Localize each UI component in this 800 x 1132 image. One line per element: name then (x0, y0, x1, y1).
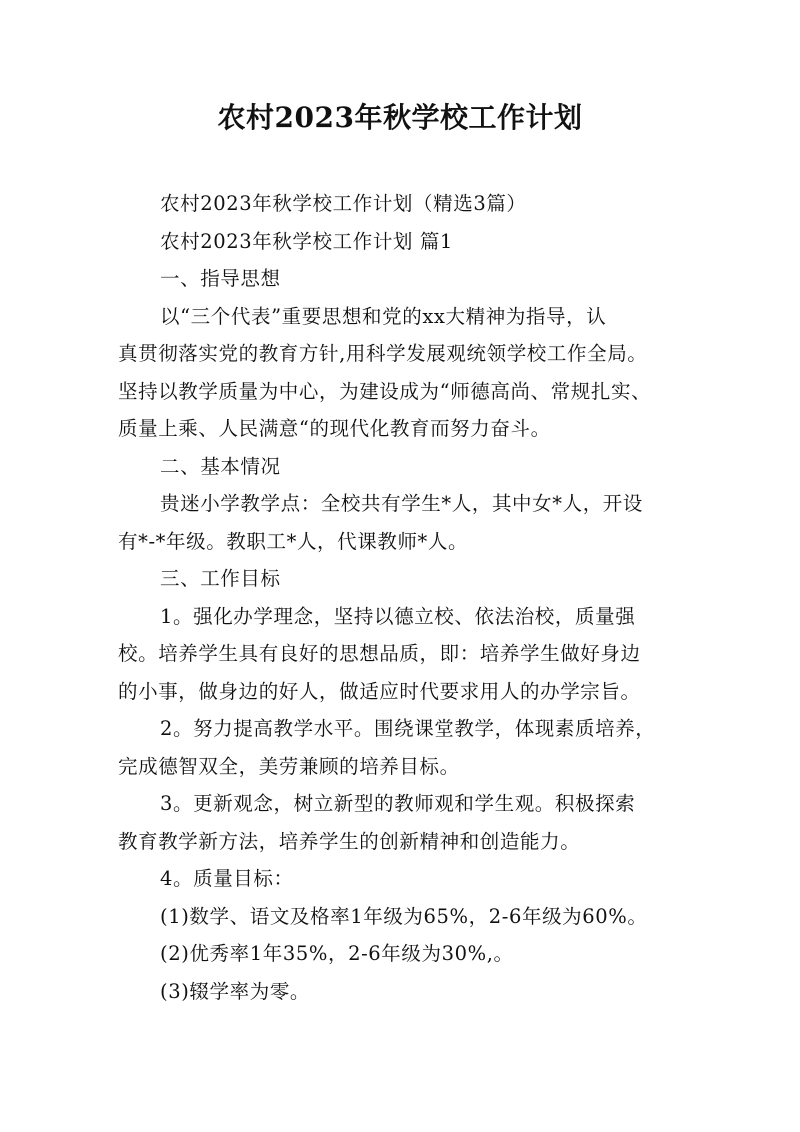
paragraph-line: 1。强化办学理念，坚持以德立校、依法治校，质量强 (160, 605, 636, 628)
list-item: (3)辍学率为零。 (160, 980, 311, 1003)
paragraph-line: 教育教学新方法，培养学生的创新精神和创造能力。 (118, 830, 581, 853)
paragraph-line: 校。培养学生具有良好的思想品质，即：培养学生做好身边 (118, 642, 641, 665)
paragraph-line: 有*-*年级。教职工*人，代课教师*人。 (118, 530, 469, 553)
subtitle-collection: 农村2023年秋学校工作计划（精选3篇） (160, 192, 527, 215)
section-heading-3: 三、工作目标 (160, 567, 281, 590)
paragraph-line: 3。更新观念，树立新型的教师观和学生观。积极探索 (160, 792, 636, 815)
list-heading: 4。质量目标： (160, 867, 294, 890)
paragraph-line: 的小事，做身边的好人，做适应时代要求用人的办学宗旨。 (118, 680, 641, 703)
paragraph-line: 2。努力提高教学水平。围绕课堂教学，体现素质培养， (160, 717, 656, 740)
document-title: 农村2023年秋学校工作计划 (217, 101, 583, 134)
list-item: (1)数学、语文及格率1年级为65%，2-6年级为60%。 (160, 905, 648, 928)
section-heading-2: 二、基本情况 (160, 455, 281, 478)
section-heading-1: 一、指导思想 (160, 267, 281, 290)
subtitle-part-1: 农村2023年秋学校工作计划 篇1 (160, 230, 453, 253)
paragraph-line: 坚持以教学质量为中心，为建设成为“师德高尚、常规扎实、 (118, 380, 652, 403)
paragraph-line: 以“三个代表”重要思想和党的xx大精神为指导，认 (160, 305, 607, 328)
paragraph-line: 贵迷小学教学点：全校共有学生*人，其中女*人，开设 (160, 492, 644, 515)
list-item: (2)优秀率1年35%，2-6年级为30%,。 (160, 942, 514, 965)
paragraph-line: 质量上乘、人民满意“的现代化教育而努力奋斗。 (118, 417, 551, 440)
paragraph-line: 真贯彻落实党的教育方针,用科学发展观统领学校工作全局。 (118, 342, 648, 365)
paragraph-line: 完成德智双全，美劳兼顾的培养目标。 (118, 755, 460, 778)
